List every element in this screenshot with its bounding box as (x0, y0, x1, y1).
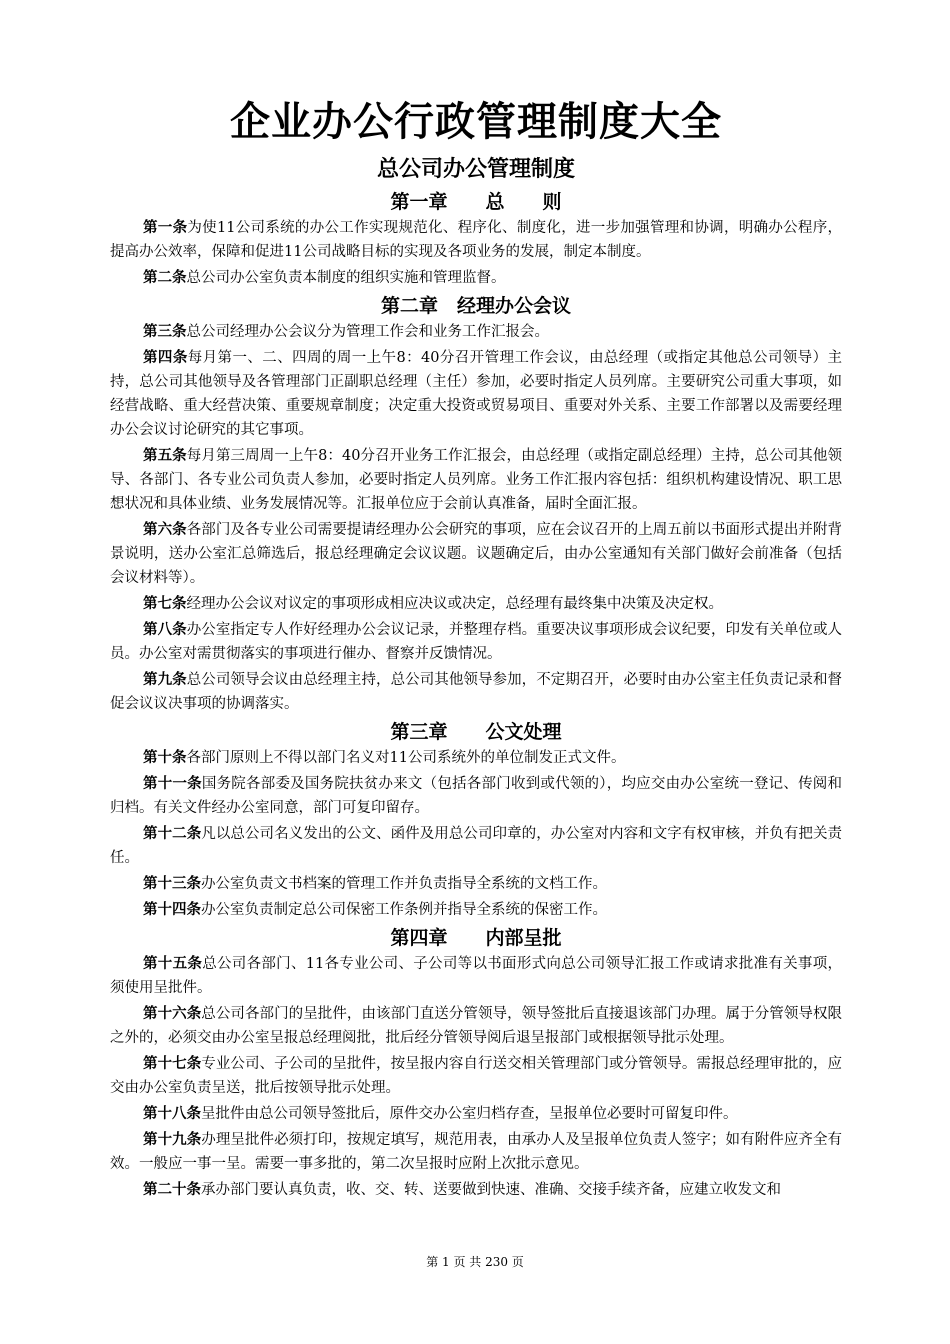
article-number: 第十七条 (143, 1055, 202, 1072)
document-subtitle: 总公司办公管理制度 (376, 157, 575, 182)
article-number: 第二条 (143, 269, 187, 286)
article-number: 第三条 (143, 323, 187, 340)
article-text: 每月第一、二、四周的周一上午8：40分召开管理工作会议，由总经理（或指定其他总公司领导）主持，总公司其他领导及各管理部门正副职总经理（主任）参加，必要时指定人员列席。主要研究公司重大事项，如经营战略、重大经营决策、重要规章制度；决定重大投资或贸易项目、重要对外关系、主要工作部署以及需要经理办公会议讨论研究的其它事项。 (110, 350, 842, 438)
document-title: 企业办公行政管理制度大全 (230, 99, 722, 145)
article-text: 办理呈批件必须打印，按规定填写，规范用表，由承办人及呈报单位负责人签字；如有附件应齐全有效。一般应一事一呈。需要一事多批的，第二次呈报时应附上次批示意见。 (110, 1132, 843, 1172)
article-paragraph (110, 266, 842, 290)
article-number: 第五条 (143, 447, 187, 464)
article-paragraph (110, 952, 842, 1000)
article-text: 承办部门要认真负责，收、交、转、送要做到快速、准确、交接手续齐备，应建立收发文和 (201, 1182, 781, 1198)
article-number: 第十条 (143, 749, 187, 766)
article-number: 第二十条 (143, 1181, 201, 1198)
article-text: 各部门及各专业公司需要提请经理办公会研究的事项，应在会议召开的上周五前以书面形式提出并附背景说明，送办公室汇总筛选后，报总经理确定会议议题。议题确定后，由办公室通知有关部门做好会前准备（包括会议材料等）。 (110, 522, 843, 586)
article-paragraph (110, 822, 842, 870)
article-text: 各部门原则上不得以部门名义对11公司系统外的单位制发正式文件。 (186, 750, 626, 766)
article-number: 第六条 (143, 521, 187, 538)
article-paragraph (110, 592, 842, 616)
chapter-heading: 第四章 内部呈批 (390, 927, 562, 949)
article-text: 专业公司、子公司的呈批件，按呈报内容自行送交相关管理部门或分管领导。需报总经理审批的，应交由办公室负责呈送，批后按领导批示处理。 (110, 1056, 843, 1096)
document-page (110, 92, 842, 1204)
article-paragraph (110, 518, 842, 590)
article-text: 总公司各部门、11各专业公司、子公司等以书面形式向总公司领导汇报工作或请求批准有关事项，须使用呈批件。 (110, 956, 843, 996)
article-paragraph (110, 1002, 842, 1050)
article-number: 第九条 (143, 671, 187, 688)
article-number: 第十八条 (143, 1105, 201, 1122)
article-paragraph (110, 1128, 842, 1176)
article-text: 凡以总公司名义发出的公文、函件及用总公司印章的，办公室对内容和文字有权审核，并负有把关责任。 (110, 826, 843, 866)
article-number: 第十六条 (143, 1005, 202, 1022)
article-paragraph (110, 618, 842, 666)
article-paragraph (110, 746, 842, 770)
article-text: 办公室负责制定总公司保密工作条例并指导全系统的保密工作。 (201, 902, 607, 918)
page-footer: 第 1 页 共 230 页 (426, 1255, 524, 1269)
document-body (110, 188, 842, 1202)
article-number: 第八条 (143, 621, 187, 638)
article-number: 第十三条 (143, 875, 201, 892)
article-number: 第七条 (143, 595, 187, 612)
article-text: 总公司经理办公会议分为管理工作会和业务工作汇报会。 (186, 324, 549, 340)
article-paragraph (110, 444, 842, 516)
article-text: 办公室负责文书档案的管理工作并负责指导全系统的文档工作。 (201, 876, 607, 892)
article-number: 第十四条 (143, 901, 201, 918)
article-paragraph (110, 898, 842, 922)
article-text: 办公室指定专人作好经理办公会议记录，并整理存档。重要决议事项形成会议纪要，印发有关单位或人员。办公室对需贯彻落实的事项进行催办、督察并反馈情况。 (110, 622, 843, 662)
article-number: 第四条 (143, 349, 188, 366)
article-number: 第十一条 (143, 775, 202, 792)
article-paragraph (110, 668, 842, 716)
article-paragraph (110, 772, 842, 820)
article-paragraph (110, 872, 842, 896)
article-paragraph (110, 1178, 842, 1202)
article-text: 经理办公会议对议定的事项形成相应决议或决定，总经理有最终集中决策及决定权。 (186, 596, 723, 612)
article-paragraph (110, 1102, 842, 1126)
chapter-heading: 第三章 公文处理 (390, 721, 562, 743)
chapter-heading: 第二章 经理办公会议 (380, 295, 571, 317)
article-paragraph (110, 216, 842, 264)
article-paragraph (110, 346, 842, 442)
article-text: 每月第三周周一上午8：40分召开业务工作汇报会，由总经理（或指定副总经理）主持，总公司其他领导、各部门、各专业公司负责人参加，必要时指定人员列席。业务工作汇报内容包括：组织机构建设情况、职工思想状况和具体业绩、业务发展情况等。汇报单位应于会前认真准备，届时全面汇报。 (110, 448, 842, 512)
article-text: 呈批件由总公司领导签批后，原件交办公室归档存查，呈报单位必要时可留复印件。 (201, 1106, 738, 1122)
article-number: 第十二条 (143, 825, 202, 842)
article-text: 总公司各部门的呈批件，由该部门直送分管领导，领导签批后直接退该部门办理。属于分管领导权限之外的，必须交由办公室呈报总经理阅批，批后经分管领导阅后退呈报部门或根据领导批示处理。 (110, 1006, 843, 1046)
article-text: 国务院各部委及国务院扶贫办来文（包括各部门收到或代领的），均应交由办公室统一登记、传阅和归档。有关文件经办公室同意，部门可复印留存。 (110, 776, 842, 816)
article-paragraph (110, 320, 842, 344)
article-text: 总公司办公室负责本制度的组织实施和管理监督。 (186, 270, 506, 286)
article-text: 为使11公司系统的办公工作实现规范化、程序化、制度化，进一步加强管理和协调，明确办公程序，提高办公效率，保障和促进11公司战略目标的实现及各项业务的发展，制定本制度。 (110, 220, 843, 260)
article-number: 第一条 (143, 219, 188, 236)
article-number: 第十五条 (143, 955, 203, 972)
article-paragraph (110, 1052, 842, 1100)
chapter-heading: 第一章 总 则 (390, 191, 562, 213)
article-number: 第十九条 (143, 1131, 202, 1148)
article-text: 总公司领导会议由总经理主持，总公司其他领导参加，不定期召开，必要时由办公室主任负责记录和督促会议议决事项的协调落实。 (110, 672, 843, 712)
